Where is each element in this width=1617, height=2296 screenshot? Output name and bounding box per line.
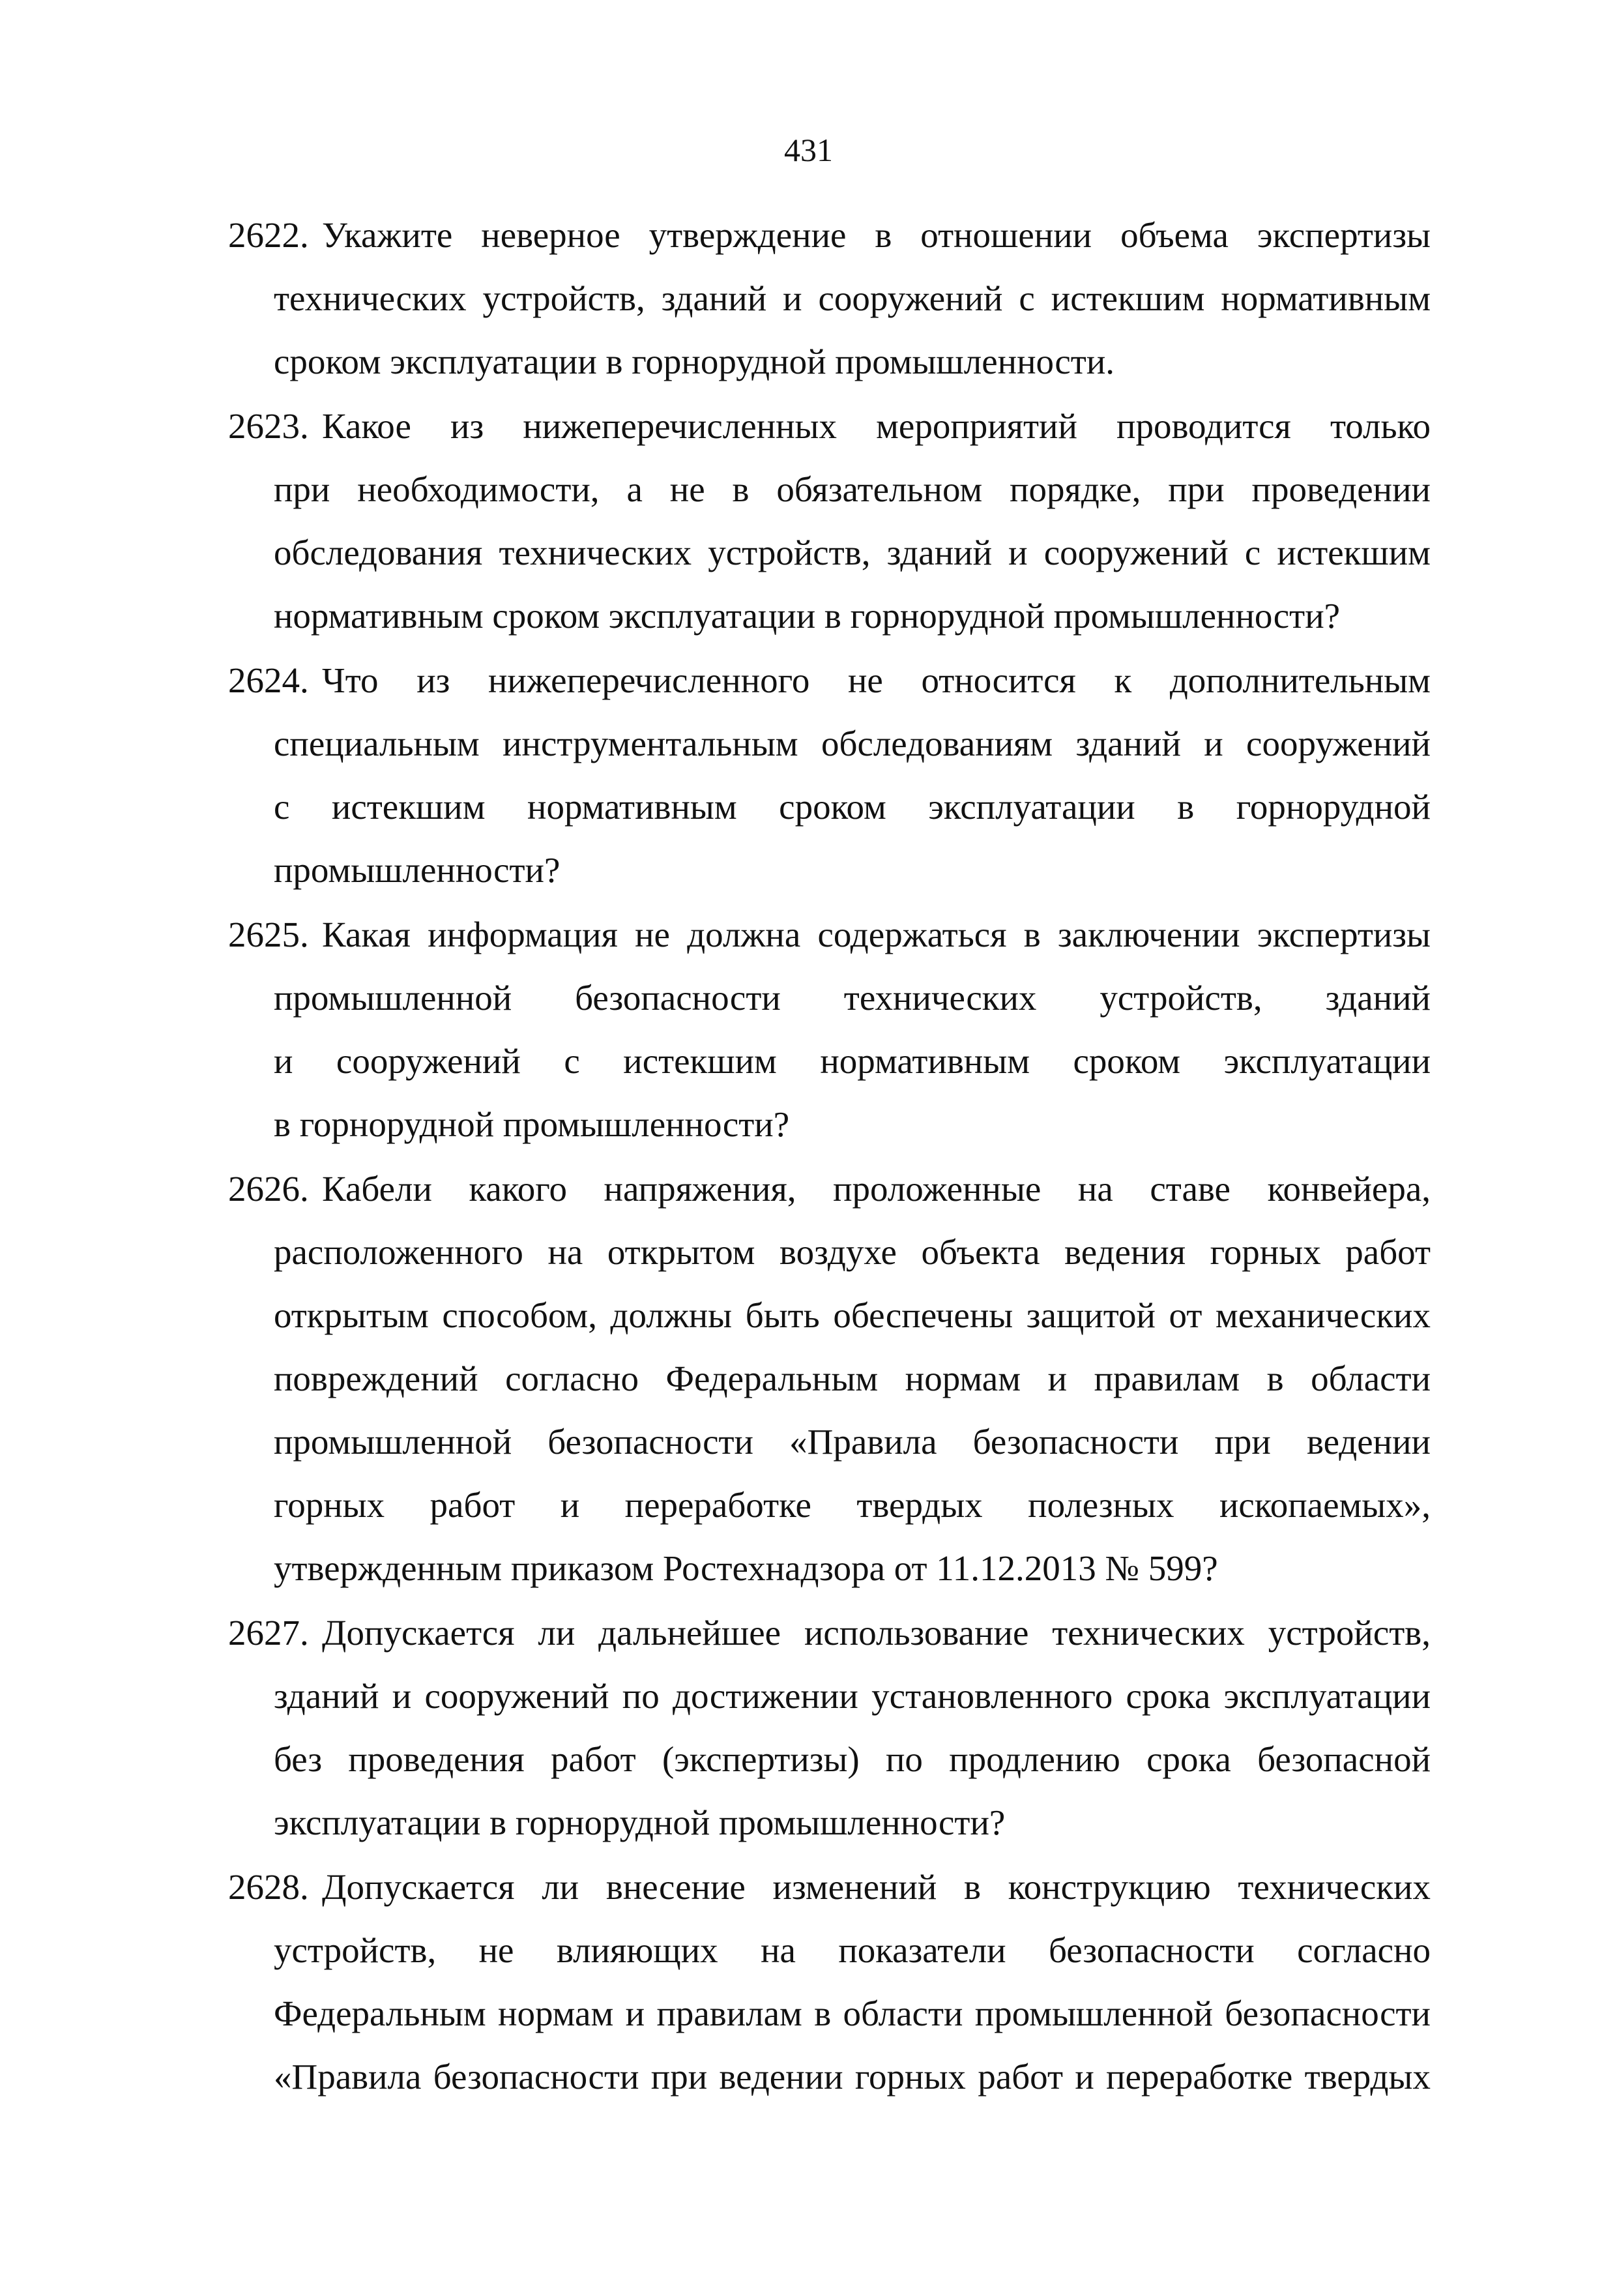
question-number: 2627. xyxy=(228,1613,309,1653)
question-line: промышленной безопасности технических устройств, зданий xyxy=(274,978,1431,1018)
question-line: с истекшим нормативным сроком эксплуатации в горнорудной xyxy=(274,787,1431,827)
question-first-line xyxy=(228,1601,1431,1664)
question-line: расположенного на открытом воздухе объекта ведения горных работ xyxy=(274,1232,1431,1272)
question-line: повреждений согласно Федеральным нормам и правилам в области xyxy=(274,1359,1431,1398)
question-text: Кабели какого напряжения, проложенные на ставе конвейера, xyxy=(322,1169,1431,1209)
question-number: 2625. xyxy=(228,915,309,954)
question-line: утвержденным приказом Ростехнадзора от 11.12.2013 № 599? xyxy=(274,1548,1218,1588)
question-first-line xyxy=(228,1157,1431,1220)
question-item xyxy=(228,394,1431,647)
question-line: промышленности? xyxy=(274,850,561,890)
question-number: 2622. xyxy=(228,215,309,255)
question-line: в горнорудной промышленности? xyxy=(274,1104,790,1144)
question-line: технических устройств, зданий и сооружений с истекшим нормативным xyxy=(274,278,1431,318)
question-text: Что из нижеперечисленного не относится к дополнительным xyxy=(322,660,1431,700)
question-line: Федеральным нормам и правилам в области промышленной безопасности xyxy=(274,1994,1431,2033)
question-number: 2626. xyxy=(228,1169,309,1209)
question-line: устройств, не влияющих на показатели безопасности согласно xyxy=(274,1930,1431,1970)
question-line: открытым способом, должны быть обеспечены защитой от механических xyxy=(274,1295,1431,1335)
question-first-line xyxy=(228,394,1431,458)
question-item xyxy=(228,203,1431,393)
question-line: обследования технических устройств, зданий и сооружений с истекшим xyxy=(274,533,1431,572)
question-list xyxy=(228,203,1431,2110)
question-first-line xyxy=(228,203,1431,267)
question-line: и сооружений с истекшим нормативным сроком эксплуатации xyxy=(274,1041,1431,1081)
question-line: эксплуатации в горнорудной промышленности? xyxy=(274,1803,1006,1842)
question-item xyxy=(228,1601,1431,1854)
question-number: 2623. xyxy=(228,406,309,446)
question-text: Какое из нижеперечисленных мероприятий проводится только xyxy=(322,406,1431,446)
question-text: Какая информация не должна содержаться в заключении экспертизы xyxy=(322,915,1431,954)
question-text: Допускается ли дальнейшее использование технических устройств, xyxy=(322,1613,1431,1653)
question-line: при необходимости, а не в обязательном порядке, при проведении xyxy=(274,469,1431,509)
question-first-line xyxy=(228,649,1431,712)
question-first-line xyxy=(228,1855,1431,1919)
question-item xyxy=(228,1855,1431,2108)
question-item xyxy=(228,1157,1431,1600)
question-line: горных работ и переработке твердых полезных ископаемых», xyxy=(274,1485,1431,1525)
question-line: специальным инструментальным обследованиям зданий и сооружений xyxy=(274,724,1431,763)
page-number: 431 xyxy=(784,132,833,168)
question-item xyxy=(228,649,1431,902)
question-number: 2624. xyxy=(228,660,309,700)
question-first-line xyxy=(228,903,1431,966)
question-number: 2628. xyxy=(228,1867,309,1907)
question-line: зданий и сооружений по достижении установленного срока эксплуатации xyxy=(274,1676,1431,1716)
question-line: сроком эксплуатации в горнорудной промышленности. xyxy=(274,342,1115,381)
question-text: Укажите неверное утверждение в отношении объема экспертизы xyxy=(322,215,1431,255)
question-line: без проведения работ (экспертизы) по продлению срока безопасной xyxy=(274,1739,1431,1779)
question-text: Допускается ли внесение изменений в конструкцию технических xyxy=(322,1867,1431,1907)
question-line: «Правила безопасности при ведении горных работ и переработке твердых xyxy=(274,2057,1431,2097)
question-line: промышленной безопасности «Правила безопасности при ведении xyxy=(274,1422,1431,1462)
question-item xyxy=(228,903,1431,1156)
question-line: нормативным сроком эксплуатации в горнорудной промышленности? xyxy=(274,596,1341,636)
